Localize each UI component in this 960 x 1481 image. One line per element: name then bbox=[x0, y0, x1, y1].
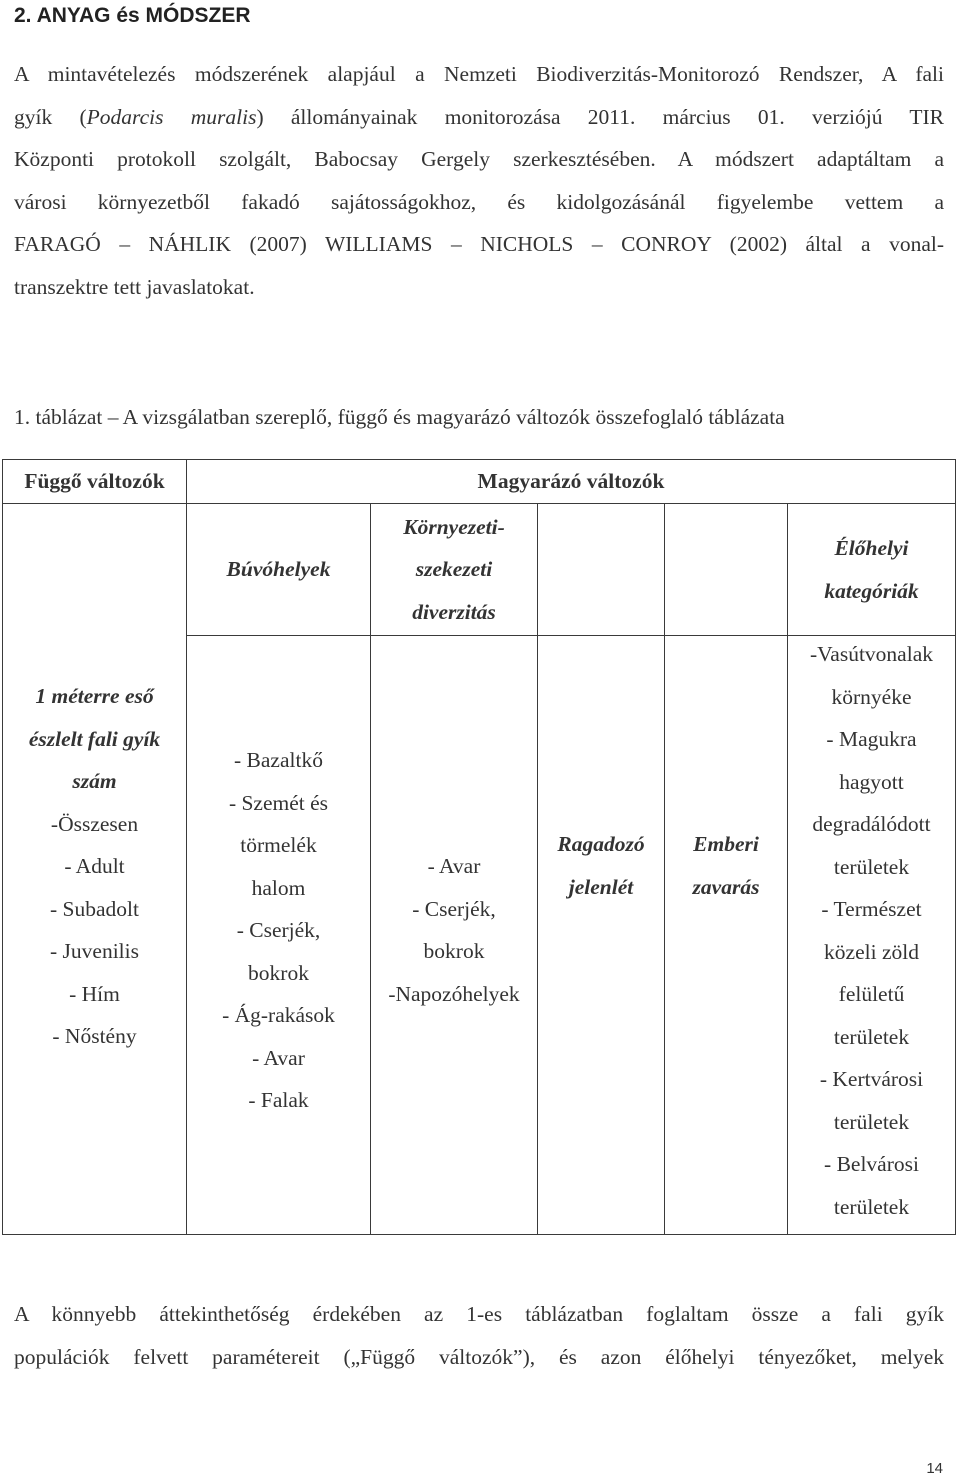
elohely-item: - Kertvárosi bbox=[819, 1067, 924, 1091]
buvohely-item: - Cserjék, bbox=[236, 918, 321, 942]
explanatory-variables-header: Magyarázó változók bbox=[477, 469, 665, 494]
elohely-item: területek bbox=[833, 1109, 910, 1134]
kornyezeti-item: - Cserjék, bbox=[412, 896, 496, 921]
dependent-item: -Összesen bbox=[50, 811, 139, 836]
intro-line: FARAGÓ – NÁHLIK (2007) WILLIAMS – NICHOLS – CONROY (2002) által a vonal- bbox=[14, 232, 944, 257]
buvohely-item: - Avar bbox=[252, 1045, 305, 1070]
buvohelyek-cell bbox=[187, 739, 370, 1129]
elohely-item: - Természet bbox=[821, 897, 922, 921]
kornyezeti-item: -Napozóhelyek bbox=[388, 981, 520, 1006]
intro-line: transzektre tett javaslatokat. bbox=[14, 274, 255, 299]
elohely-item: - Belvárosi bbox=[824, 1152, 919, 1176]
buvohely-item: törmelék bbox=[240, 833, 317, 857]
emberi-zavaras-cell: Emberi zavarás bbox=[692, 832, 760, 899]
subheader-kornyezeti: Környezeti- szekezeti diverzitás bbox=[403, 514, 505, 624]
buvohely-item: - Falak bbox=[248, 1088, 309, 1112]
kornyezeti-item: - Avar bbox=[427, 854, 481, 878]
dependent-item: - Nőstény bbox=[52, 1024, 137, 1048]
dependent-item: - Juvenilis bbox=[50, 939, 139, 963]
elohely-item: környéke bbox=[831, 684, 912, 709]
elohelyi-cell bbox=[788, 633, 955, 1233]
elohely-item: területek bbox=[833, 1194, 910, 1219]
elohely-item: területek bbox=[833, 1024, 910, 1049]
dependent-variables-header: Függő változók bbox=[24, 469, 165, 494]
dependent-title-line: 1 méterre eső bbox=[35, 684, 154, 708]
buvohely-item: halom bbox=[251, 875, 306, 900]
dependent-variables-cell bbox=[3, 675, 186, 1055]
dependent-title-line: észlelt fali gyík bbox=[28, 726, 161, 751]
buvohely-item: bokrok bbox=[248, 960, 309, 985]
dependent-title-line: szám bbox=[72, 769, 117, 793]
outro-line: populációk felvett paramétereit („Függő változók”), és azon élőhelyi tényezőket, melyek bbox=[14, 1344, 944, 1369]
outro-paragraph bbox=[14, 1293, 944, 1378]
elohely-item: közeli zöld bbox=[824, 939, 919, 964]
table-caption: 1. táblázat – A vizsgálatban szereplő, függő és magyarázó változók összefoglaló táblázata bbox=[14, 405, 785, 429]
dependent-item: - Hím bbox=[69, 981, 120, 1006]
buvohely-item: - Szemét és bbox=[228, 790, 329, 815]
subheader-buvohelyek: Búvóhelyek bbox=[226, 557, 331, 582]
section-heading: 2. ANYAG és MÓDSZER bbox=[14, 4, 251, 27]
elohely-item: felületű bbox=[838, 982, 905, 1006]
elohely-item: területek bbox=[833, 854, 910, 879]
dependent-item: - Subadolt bbox=[50, 896, 139, 921]
buvohely-item: - Ág-rakások bbox=[222, 1003, 335, 1027]
kornyezeti-cell bbox=[371, 845, 537, 1025]
elohely-item: - Magukra bbox=[826, 727, 917, 751]
page-number: 14 bbox=[926, 1460, 943, 1477]
outro-line: A könnyebb áttekinthetőség érdekében az 1-es táblázatban foglaltam össze a fali gyík bbox=[14, 1302, 944, 1326]
kornyezeti-item: bokrok bbox=[423, 939, 485, 963]
buvohely-item: - Bazaltkő bbox=[234, 748, 323, 772]
ragadozo-cell: Ragadozó jelenlét bbox=[557, 832, 645, 899]
intro-line: városi környezetből fakadó sajátosságokhoz, és kidolgozásánál figyelembe vettem a bbox=[14, 189, 944, 214]
dependent-item: - Adult bbox=[64, 854, 125, 878]
intro-line: gyík (Podarcis muralis) állományainak monitorozása 2011. március 01. verziójú TIR bbox=[14, 104, 944, 129]
intro-paragraph bbox=[14, 53, 944, 309]
elohely-item: -Vasútvonalak bbox=[810, 642, 933, 666]
elohely-item: degradálódott bbox=[812, 812, 931, 836]
intro-line: Központi protokoll szolgált, Babocsay Gergely szerkesztésében. A módszert adaptáltam a bbox=[14, 147, 944, 172]
elohely-item: hagyott bbox=[839, 769, 904, 794]
subheader-elohelyi: Élőhelyi kategóriák bbox=[824, 536, 919, 603]
intro-line: A mintavételezés módszerének alapjául a Nemzeti Biodiverzitás-Monitorozó Rendszer, A fali bbox=[14, 62, 944, 86]
